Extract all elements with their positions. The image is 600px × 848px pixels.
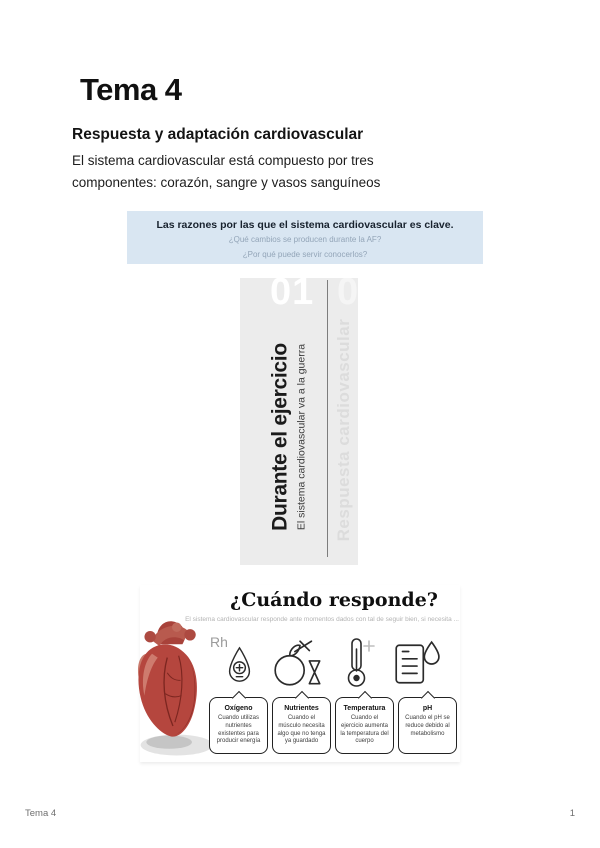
card-notch xyxy=(357,691,371,705)
card-description: Cuando el ejercicio aumenta la temperatura del cuerpo xyxy=(340,715,389,745)
thermometer-icon xyxy=(340,635,376,689)
card-title: Nutrientes xyxy=(284,705,319,712)
heart-illustration xyxy=(128,612,216,764)
slide-divider xyxy=(327,280,328,557)
footer-page-number: 1 xyxy=(569,808,575,819)
highlight-question-2: ¿Por qué puede servir conocerlos? xyxy=(242,249,368,259)
card-title: pH xyxy=(422,705,433,712)
infographic-subtitle: El sistema cardiovascular responde ante momentos dados con tal de seguir bien, si necesita ... xyxy=(185,616,459,623)
footer-document-name: Tema 4 xyxy=(25,808,57,819)
infographic-panel xyxy=(140,585,460,762)
card-notch xyxy=(231,691,245,705)
infographic-title: ¿Cuándo responde? xyxy=(230,589,438,611)
card-description: Cuando utilizas nutrientes existentes para producir energía xyxy=(216,715,261,745)
card-title: Oxígeno xyxy=(224,705,253,712)
slide-subtitle: El sistema cardiovascular va a la guerra xyxy=(295,343,308,531)
card-description: Cuando el pH se reduce debido al metabolismo xyxy=(405,715,450,737)
info-card-nutrientes xyxy=(272,697,331,754)
page-title: Tema 4 xyxy=(80,72,182,107)
info-card-ph xyxy=(398,697,457,754)
highlight-box xyxy=(127,211,483,264)
highlight-title: Las razones por las que el sistema cardiovascular es clave. xyxy=(156,219,454,231)
ph-sheet-icon xyxy=(392,639,440,689)
card-title: Temperatura xyxy=(343,705,386,712)
next-slide-number: 0 xyxy=(337,278,358,313)
slide-rotated-text xyxy=(269,343,308,531)
slide-number: 01 xyxy=(270,278,315,313)
section-heading: Respuesta y adaptación cardiovascular xyxy=(72,126,364,143)
slide-title: Durante el ejercicio xyxy=(268,343,292,531)
ghost-slide-title: Respuesta cardiovascular xyxy=(334,318,353,542)
highlight-question-1: ¿Qué cambios se producen durante la AF? xyxy=(228,235,382,244)
info-card-temperatura xyxy=(335,697,394,754)
card-description: Cuando el músculo necesita algo que no tenga ya guardado xyxy=(277,715,326,745)
info-card-oxigeno xyxy=(209,697,268,754)
rh-label: Rh xyxy=(210,634,228,650)
apple-icon xyxy=(270,637,328,689)
slide-thumbnail xyxy=(240,278,358,565)
card-notch xyxy=(420,691,434,705)
blood-drop-icon xyxy=(226,645,253,685)
card-notch xyxy=(294,691,308,705)
intro-paragraph: El sistema cardiovascular está compuesto por tres componentes: corazón, sangre y vasos sanguíneos xyxy=(72,153,381,190)
